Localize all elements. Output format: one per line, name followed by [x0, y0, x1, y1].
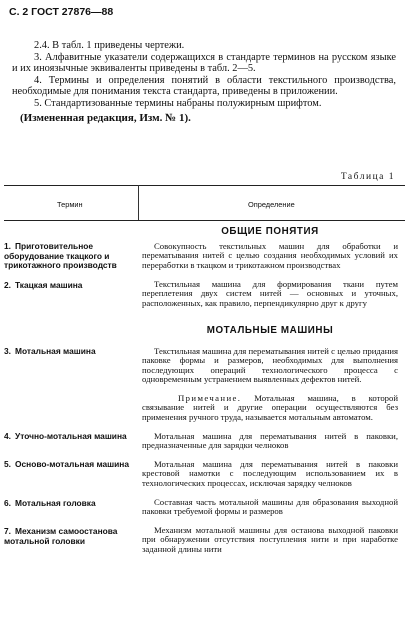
term-label: Мотальная машина: [15, 346, 96, 356]
term-row-7: [4, 527, 134, 546]
term-label: Приготовительное оборудование ткацкого и трикотажного производств: [4, 241, 117, 271]
intro-paragraph-5: 5. Стандартизованные термины набраны полужирным шрифтом.: [34, 97, 322, 109]
section-title-winding: МОТАЛЬНЫЕ МАШИНЫ: [206, 325, 334, 336]
column-header-definition: Определение: [248, 200, 295, 209]
definition-row-4: Мотальная машина для перематывания нитей в паковки, предназначенные для зарядки челноков: [142, 431, 398, 451]
term-label: Механизм самоостанова мотальной головки: [4, 526, 118, 546]
definition-row-3: Текстильная машина для перематывания нитей с целью придания паковке формы и размеров, необходимых для выполнения последующих операций технологического процесса с одновременным устранением выявленных дефектов нитей.: [142, 346, 398, 385]
term-number: 5.: [4, 459, 11, 469]
table-top-rule: [4, 185, 405, 186]
term-row-6: [4, 499, 134, 509]
column-header-term: Термин: [57, 200, 83, 209]
term-number: 7.: [4, 526, 11, 536]
term-row-2: [4, 281, 134, 291]
term-number: 6.: [4, 498, 11, 508]
amendment-note: (Измененная редакция, Изм. № 1).: [20, 111, 191, 124]
term-row-4: [4, 432, 134, 442]
term-row-3: [4, 347, 134, 357]
definition-row-6: Составная часть мотальной машины для образования выходной паковки требуемой формы и размеров: [142, 497, 398, 517]
page-header: С. 2 ГОСТ 27876—88: [9, 6, 114, 18]
definition-row-5: Мотальная машина для перематывания нитей в паковки крестовой намотки с последующим использованием их в технологических процессах, исключая зарядку челноков: [142, 459, 398, 488]
term-number: 2.: [4, 280, 11, 290]
term-label: Уточно-мотальная машина: [15, 431, 127, 441]
term-label: Ткацкая машина: [15, 280, 83, 290]
term-number: 3.: [4, 346, 11, 356]
intro-text: [12, 40, 396, 124]
section-title-general: ОБЩИЕ ПОНЯТИЯ: [221, 226, 319, 237]
definition-row-7: Механизм мотальной машины для останова выходной паковки при обнаружении отсутствия поступления нити и при наработке заданной длины нити: [142, 525, 398, 554]
definition-row-2: Текстильная машина для формирования ткани путем переплетения двух систем нитей — основных и уточных, расположенных, как правило, перпендикулярно друг к другу: [142, 279, 398, 308]
header-column-divider: [138, 185, 139, 220]
intro-paragraph-4: 4. Термины и определения понятий в области текстильного производства, необходимые для понимания текста стандарта, приведены в приложении.: [12, 74, 396, 98]
note-text: Мотальная машина, в которой связывание нитей и другие операции осуществляются без применения ручного труда, называется мотальным автоматом.: [142, 393, 398, 422]
term-row-5: [4, 460, 134, 470]
note-label: Примечание.: [178, 393, 242, 403]
intro-paragraph-2-4: 2.4. В табл. 1 приведены чертежи.: [34, 40, 185, 51]
table-header-rule: [4, 220, 405, 221]
intro-paragraph-3: 3. Алфавитные указатели содержащихся в стандарте терминов на русском языке и их иноязычные эквиваленты приведены в табл. 2—5.: [12, 51, 396, 75]
definition-row-1: Совокупность текстильных машин для обработки и перематывания нитей с целью создания необходимых условий их переработки в ткацком и трикотажном производствах: [142, 241, 398, 270]
term-row-1: [4, 242, 134, 271]
term-label: Осново-мотальная машина: [15, 459, 130, 469]
note-row-3: [142, 394, 398, 422]
table-caption: Таблица 1: [340, 172, 395, 182]
term-number: 4.: [4, 431, 11, 441]
term-number: 1.: [4, 241, 11, 251]
term-label: Мотальная головка: [15, 498, 96, 508]
